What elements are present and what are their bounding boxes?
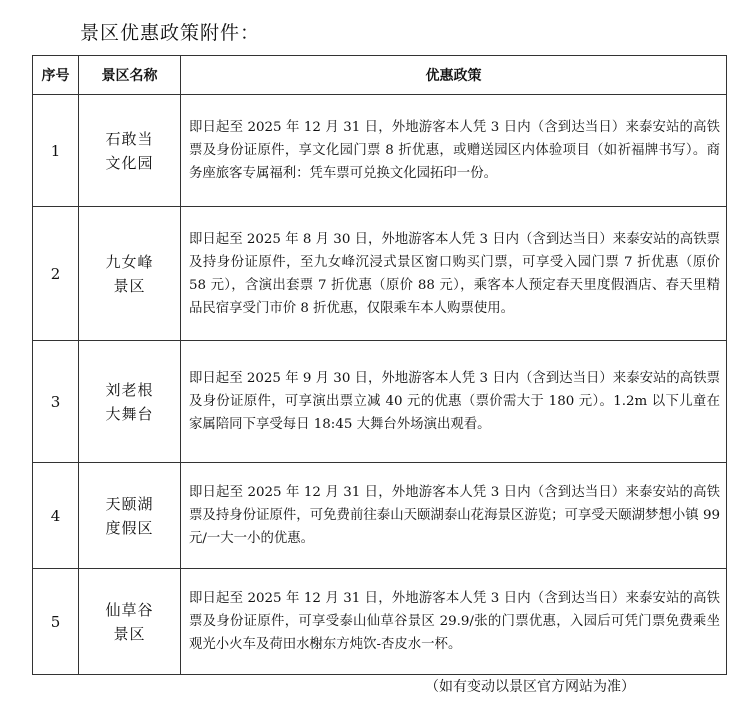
row-number: 3 (33, 341, 79, 463)
policy-text: 即日起至 2025 年 12 月 31 日，外地游客本人凭 3 日内（含到达当日）来泰安站的高铁票及持身份证原件，可免费前往泰山天颐湖泰山花海景区游览；可享受天颐湖梦想小镇 99 元/一大一小的优惠。 (181, 463, 727, 569)
row-number: 2 (33, 207, 79, 341)
policy-text: 即日起至 2025 年 12 月 31 日，外地游客本人凭 3 日内（含到达当日）来泰安站的高铁票及身份证原件，可享受泰山仙草谷景区 29.9/张的门票优惠，入园后可凭门票免费乘坐观光小火车及荷田水榭东方炖饮-杏皮水一杯。 (181, 569, 727, 675)
table-row (33, 341, 727, 463)
row-number: 4 (33, 463, 79, 569)
table-row (33, 463, 727, 569)
header-policy: 优惠政策 (181, 56, 727, 95)
scenic-name: 仙草谷景区 (105, 600, 154, 643)
row-number: 5 (33, 569, 79, 675)
scenic-name: 刘老根大舞台 (105, 380, 154, 423)
table-row (33, 569, 727, 675)
footnote: （如有变动以景区官方网站为准） (425, 679, 635, 695)
scenic-name: 石敢当文化园 (105, 129, 154, 172)
policy-table (32, 55, 727, 675)
scenic-name: 九女峰景区 (105, 252, 154, 295)
table-header-row (33, 56, 727, 95)
scenic-name: 天颐湖度假区 (105, 494, 154, 537)
header-no: 序号 (33, 56, 79, 95)
row-number: 1 (33, 95, 79, 207)
header-scenic-name: 景区名称 (79, 56, 181, 95)
table-row (33, 95, 727, 207)
policy-text: 即日起至 2025 年 12 月 31 日，外地游客本人凭 3 日内（含到达当日）来泰安站的高铁票及身份证原件，享文化园门票 8 折优惠，或赠送园区内体验项目（如祈福牌书写）。商务座旅客专属福利：凭车票可兑换文化园拓印一份。 (181, 95, 727, 207)
document-title: 景区优惠政策附件： (80, 22, 261, 44)
policy-text: 即日起至 2025 年 8 月 30 日，外地游客本人凭 3 日内（含到达当日）来泰安站的高铁票及持身份证原件，至九女峰沉浸式景区窗口购买门票，可享受入园门票 7 折优惠（原价 58 元），含演出套票 7 折优惠（原价 88 元），乘客本人预定春天里度假酒店、春天里精品民宿享受门市价 8 折优惠，仅限乘车本人购票使用。 (181, 207, 727, 341)
policy-text: 即日起至 2025 年 9 月 30 日，外地游客本人凭 3 日内（含到达当日）来泰安站的高铁票及身份证原件，可享演出票立减 40 元的优惠（票价需大于 180 元）。1.2m 以下儿童在家属陪同下享受每日 18:45 大舞台外场演出观看。 (181, 341, 727, 463)
table-row (33, 207, 727, 341)
